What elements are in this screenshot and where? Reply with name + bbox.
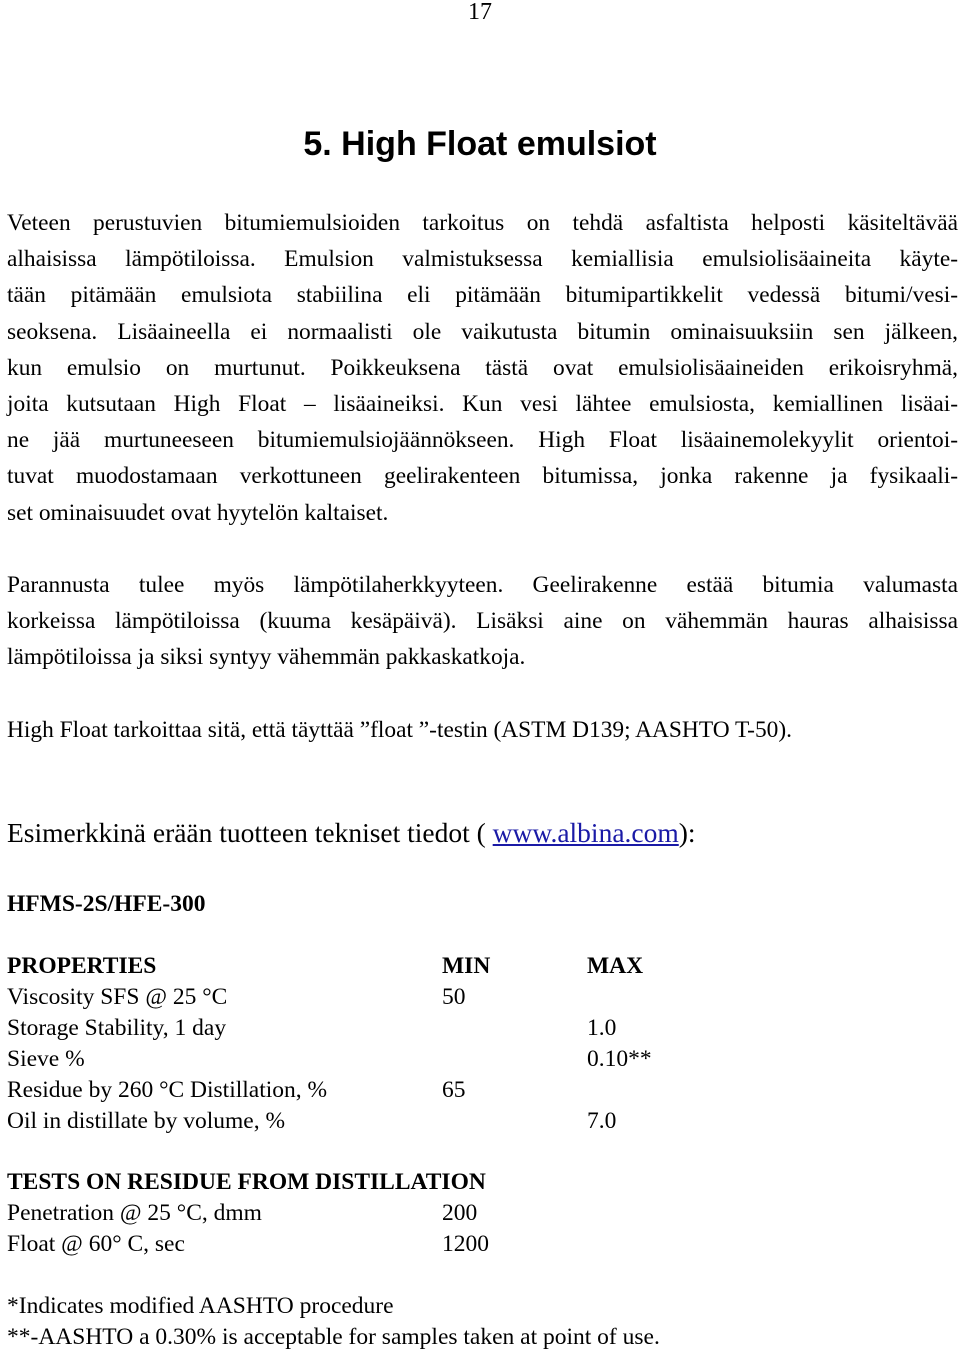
property-name: Viscosity SFS @ 25 °C: [7, 984, 228, 1010]
test-name: Float @ 60° C, sec: [7, 1231, 185, 1257]
example-prefix: Esimerkkinä erään tuotteen tekniset tiedot (: [7, 817, 493, 848]
paragraph-line: Parannusta tulee myös lämpötilaherkkyyteen. Geelirakenne estää bitumia valumasta: [7, 572, 958, 598]
test-value: 200: [442, 1200, 478, 1226]
float-test-paragraph: High Float tarkoittaa sitä, että täyttää ”float ”-testin (ASTM D139; AASHTO T-50).: [7, 717, 792, 743]
property-max: 7.0: [587, 1108, 617, 1134]
paragraph-line: korkeissa lämpötiloissa (kuuma kesäpäivä). Lisäksi aine on vähemmän hauras alhaisissa: [7, 608, 958, 635]
header-properties: PROPERTIES: [7, 953, 157, 979]
property-min: 50: [442, 984, 466, 1010]
test-name: Penetration @ 25 °C, dmm: [7, 1200, 262, 1226]
paragraph-line: seoksena. Lisäaineella ei normaalisti ole vaikutusta bitumin ominaisuuksiin sen jälkeen,: [7, 318, 958, 345]
footnote: **-AASHTO a 0.30% is acceptable for samples taken at point of use.: [7, 1324, 660, 1350]
section-heading: 5. High Float emulsiot: [303, 125, 657, 163]
header-max: MAX: [587, 953, 644, 979]
property-max: 1.0: [587, 1015, 617, 1041]
property-max: 0.10**: [587, 1046, 652, 1072]
property-name: Storage Stability, 1 day: [7, 1015, 227, 1041]
page-number: 17: [468, 0, 492, 25]
property-name: Residue by 260 °C Distillation, %: [7, 1077, 328, 1103]
paragraph-line: set ominaisuudet ovat hyytelön kaltaiset.: [7, 499, 389, 526]
residue-tests-header: TESTS ON RESIDUE FROM DISTILLATION: [7, 1169, 486, 1195]
header-min: MIN: [442, 953, 491, 979]
paragraph-line: tään pitämään emulsiota stabiilina eli pitämään bitumipartikkelit vedessä bitumi/vesi-: [7, 282, 958, 309]
test-value: 1200: [442, 1231, 489, 1257]
paragraph-line: Veteen perustuvien bitumiemulsioiden tarkoitus on tehdä asfaltista helposti käsiteltävää: [7, 210, 958, 236]
property-min: 65: [442, 1077, 466, 1103]
albina-link[interactable]: www.albina.com: [492, 817, 679, 848]
paragraph-line: alhaisissa lämpötiloissa. Emulsion valmistuksessa kemiallisia emulsiolisäaineita käyte-: [7, 246, 958, 273]
paragraph-line: ne jää murtuneeseen bitumiemulsiojäännökseen. High Float lisäainemolekyylit orientoi-: [7, 427, 958, 454]
footnotes: [7, 1291, 660, 1353]
property-name: Oil in distillate by volume, %: [7, 1108, 286, 1134]
paragraph-line: kun emulsio on murtunut. Poikkeuksena tästä ovat emulsiolisäaineiden erikoisryhmä,: [7, 354, 958, 381]
product-code: HFMS-2S/HFE-300: [7, 891, 206, 917]
temperature-paragraph: [7, 567, 958, 676]
paragraph-line: tuvat muodostamaan verkottuneen geelirakenteen bitumissa, jonka rakenne ja fysikaali-: [7, 463, 958, 490]
intro-paragraph: [7, 205, 958, 531]
example-suffix: ):: [678, 817, 696, 848]
footnote: *Indicates modified AASHTO procedure: [7, 1293, 394, 1319]
paragraph-line: joita kutsutaan High Float – lisäaineiksi. Kun vesi lähtee emulsiosta, kemiallinen lisäai-: [7, 391, 958, 418]
property-name: Sieve %: [7, 1046, 85, 1072]
example-intro: [7, 813, 696, 853]
paragraph-line: lämpötiloissa ja siksi syntyy vähemmän pakkaskatkoja.: [7, 644, 526, 671]
